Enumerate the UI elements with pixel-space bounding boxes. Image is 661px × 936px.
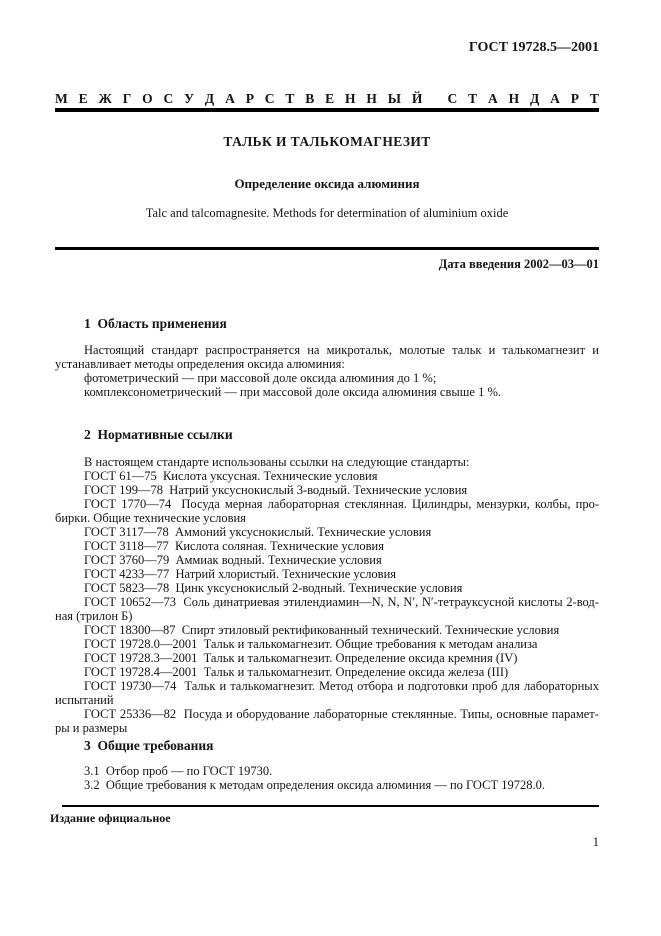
text-line: ГОСТ 19730—74 Тальк и талькомагнезит. Метод отбора и подготовки проб для лабораторных	[84, 679, 599, 693]
text-line: ГОСТ 3118—77 Кислота соляная. Технические условия	[84, 539, 384, 553]
text-line: 3.1 Отбор проб — по ГОСТ 19730.	[84, 764, 273, 778]
text-line: бирки. Общие технические условия	[55, 511, 246, 525]
text-line: ГОСТ 4233—77 Натрий хлористый. Технические условия	[84, 567, 397, 581]
text-line: ГОСТ 10652—73 Соль динатриевая этилендиамин—N, N, N′, N′-тетрауксусной кислоты 2-вод-	[84, 595, 599, 609]
text-line: ры и размеры	[55, 721, 128, 735]
text-line: комплексонометрический — при массовой доле оксида алюминия свыше 1 %.	[84, 385, 501, 399]
edition-note: Издание официальное	[50, 811, 171, 825]
footer-divider	[62, 805, 599, 807]
section-scope	[55, 315, 599, 399]
text-line: ГОСТ 3760—79 Аммиак водный. Технические условия	[84, 553, 382, 567]
section-heading: 3 Общие требования	[84, 738, 214, 753]
section-references	[55, 426, 599, 735]
text-line: 3.2 Общие требования к методам определения оксида алюминия — по ГОСТ 19728.0.	[84, 778, 545, 792]
page-footer	[50, 805, 599, 850]
doc-subtitle: Определение оксида алюминия	[234, 176, 420, 191]
text-line: ГОСТ 3117—78 Аммоний уксуснокислый. Технические условия	[84, 525, 432, 539]
text-line: устанавливает методы определения оксида алюминия:	[55, 357, 345, 371]
doc-number: ГОСТ 19728.5—2001	[468, 40, 599, 55]
text-line: ГОСТ 18300—87 Спирт этиловый ректификованный технический. Технические условия	[84, 623, 560, 637]
section-general-requirements	[55, 737, 599, 792]
text-line: В настоящем стандарте использованы ссылки на следующие стандарты:	[84, 455, 470, 469]
doc-title: ТАЛЬК И ТАЛЬКОМАГНЕЗИТ	[223, 134, 431, 149]
text-line: ная (трилон Б)	[55, 609, 133, 623]
standard-type-banner: М Е Ж Г О С У Д А Р С Т В Е Н Н Ы Й С Т А Н Д А Р Т	[55, 91, 599, 106]
text-line: ГОСТ 19728.0—2001 Тальк и талькомагнезит. Общие требования к методам анализа	[84, 637, 538, 651]
effective-date: Дата введения 2002—03—01	[438, 257, 599, 271]
header-divider	[55, 108, 599, 112]
text-line: ГОСТ 199—78 Натрий уксуснокислый 3-водный. Технические условия	[84, 483, 468, 497]
doc-title-english: Talc and talcomagnesite. Methods for determination of aluminium oxide	[145, 206, 509, 220]
section-heading: 2 Нормативные ссылки	[84, 427, 233, 442]
title-divider	[55, 247, 599, 250]
page-number: 1	[592, 835, 599, 849]
text-line: ГОСТ 25336—82 Посуда и оборудование лабораторные стеклянные. Типы, основные парамет-	[84, 707, 599, 721]
text-line: ГОСТ 5823—78 Цинк уксуснокислый 2-водный. Технические условия	[84, 581, 463, 595]
section-heading: 1 Область применения	[84, 316, 227, 331]
text-line: испытаний	[55, 693, 114, 707]
text-line: ГОСТ 1770—74 Посуда мерная лабораторная стеклянная. Цилиндры, мензурки, колбы, про-	[84, 497, 599, 511]
text-line: ГОСТ 19728.4—2001 Тальк и талькомагнезит. Определение оксида железа (III)	[84, 665, 509, 679]
text-line: ГОСТ 61—75 Кислота уксусная. Технические условия	[84, 469, 378, 483]
text-line: ГОСТ 19728.3—2001 Тальк и талькомагнезит. Определение оксида кремния (IV)	[84, 651, 518, 665]
text-line: фотометрический — при массовой доле оксида алюминия до 1 %;	[84, 371, 437, 385]
text-line: Настоящий стандарт распространяется на микротальк, молотые тальк и талькомагнезит и	[84, 343, 599, 357]
